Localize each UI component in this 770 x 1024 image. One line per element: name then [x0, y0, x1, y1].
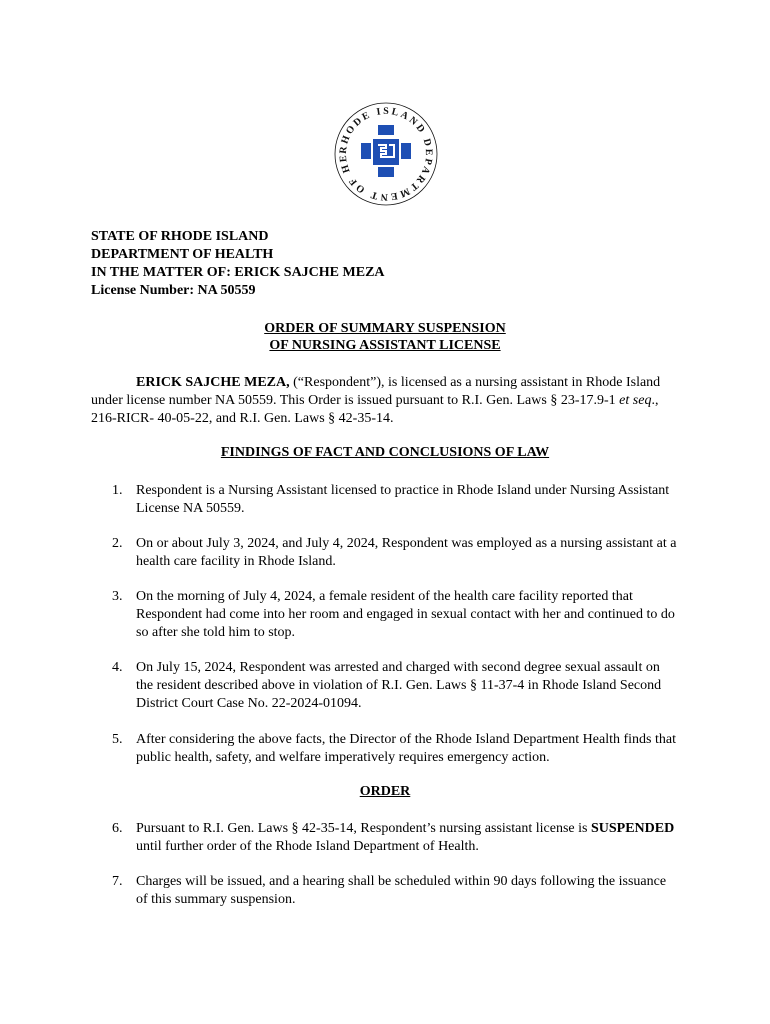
item-number: 4.	[112, 660, 123, 675]
respondent-name: ERICK SAJCHE MEZA,	[136, 375, 290, 390]
seal-emblem-icon	[361, 125, 411, 177]
order-item	[112, 873, 680, 909]
intro-paragraph	[91, 374, 677, 428]
title-line-2: OF NURSING ASSISTANT LICENSE	[269, 338, 501, 353]
order-heading: ORDER	[359, 784, 411, 799]
item-number: 1.	[112, 483, 123, 498]
intro-text-1: (“Respondent”), is licensed as a nursing assistant in Rhode Island under license number NA 50559. This Order is issued pursuant to R.I. Gen. Laws § 23-17.9-1	[91, 375, 661, 408]
finding-item	[112, 588, 680, 642]
finding-item	[112, 482, 680, 518]
item-text: On the morning of July 4, 2024, a female resident of the health care facility reported that Respondent had come into her room and engaged in sexual contact with her and continued to do so after she told him to stop.	[136, 589, 675, 640]
item-text: Respondent is a Nursing Assistant licensed to practice in Rhode Island under Nursing Assistant License NA 50559.	[136, 483, 670, 516]
finding-item	[112, 731, 680, 767]
title-line-1: ORDER OF SUMMARY SUSPENSION	[264, 321, 506, 336]
item-text: After considering the above facts, the Director of the Rhode Island Department Health finds that public health, safety, and welfare imperatively requires emergency action.	[136, 732, 676, 765]
finding-item	[112, 659, 680, 713]
item-text: On July 15, 2024, Respondent was arrested and charged with second degree sexual assault on the resident described above in violation of R.I. Gen. Laws § 11-37-4 in Rhode Island Second District Court Case No. 22-2024-01094.	[136, 660, 662, 711]
header-state: STATE OF RHODE ISLAND	[91, 229, 269, 244]
findings-heading: FINDINGS OF FACT AND CONCLUSIONS OF LAW	[220, 445, 550, 460]
document-title	[0, 320, 770, 354]
item-text: Charges will be issued, and a hearing shall be scheduled within 90 days following the issuance of this summary suspension.	[136, 874, 667, 907]
rhode-island-health-seal	[331, 99, 441, 209]
intro-text-2: ., 216-RICR- 40-05-22, and R.I. Gen. Laws § 42-35-14.	[91, 393, 659, 426]
finding-item	[112, 535, 680, 571]
header-department: DEPARTMENT OF HEALTH	[91, 247, 274, 262]
item-number: 3.	[112, 589, 123, 604]
document-header	[91, 228, 385, 300]
order-item	[112, 820, 680, 856]
item-text	[136, 820, 680, 856]
item-number: 7.	[112, 874, 123, 889]
item-6-pre: Pursuant to R.I. Gen. Laws § 42-35-14, Respondent’s nursing assistant license is	[136, 821, 591, 836]
item-number: 2.	[112, 536, 123, 551]
item-number: 6.	[112, 821, 123, 836]
item-number: 5.	[112, 732, 123, 747]
header-license-number: License Number: NA 50559	[91, 283, 256, 298]
intro-et-seq: et seq	[619, 393, 652, 408]
seal-text: RHODE ISLAND DEPARTMENT OF HE	[337, 105, 435, 203]
item-6-post: until further order of the Rhode Island Department of Health.	[136, 839, 479, 854]
item-text: On or about July 3, 2024, and July 4, 2024, Respondent was employed as a nursing assistant at a health care facility in Rhode Island.	[136, 536, 677, 569]
header-matter: IN THE MATTER OF: ERICK SAJCHE MEZA	[91, 265, 385, 280]
suspended-label: SUSPENDED	[590, 821, 675, 836]
